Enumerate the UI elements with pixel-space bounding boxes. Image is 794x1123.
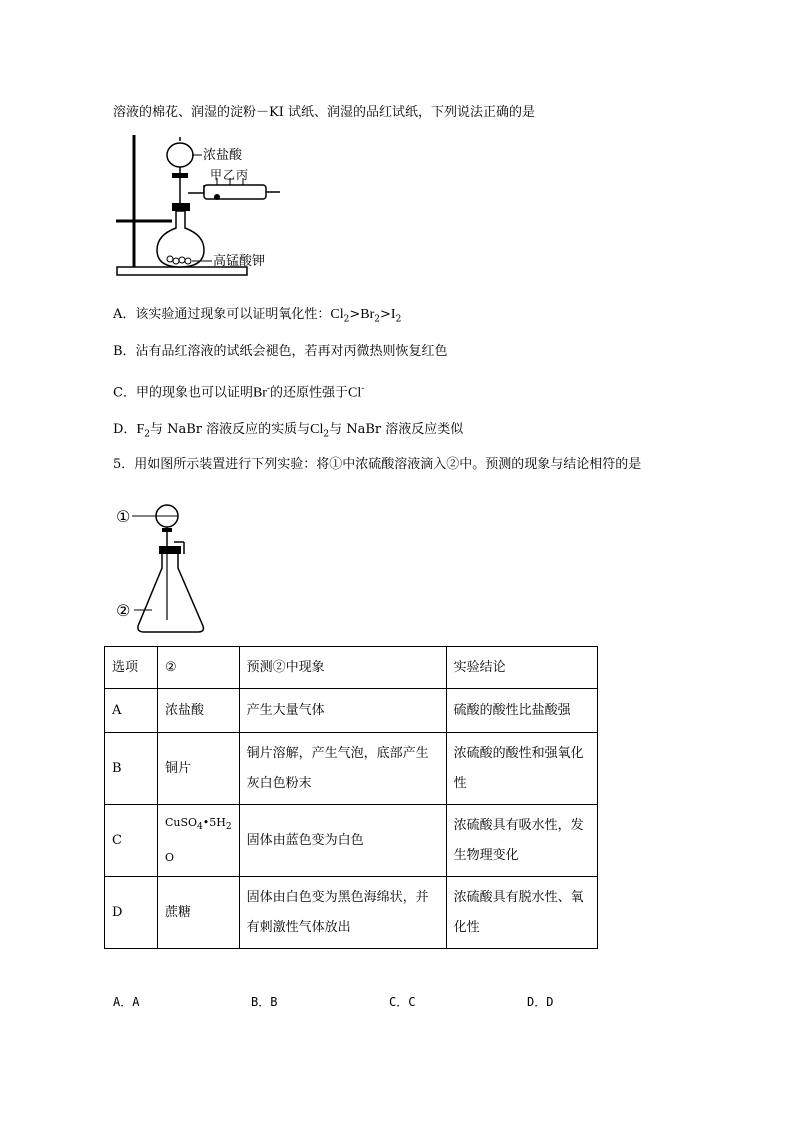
row-conclusion: 浓硫酸的酸性和强氧化性 bbox=[446, 733, 597, 805]
header-conclusion: 实验结论 bbox=[446, 647, 597, 689]
label-1: ① bbox=[116, 507, 131, 526]
row-phenomenon: 铜片溶解，产生气泡，底部产生灰白色粉末 bbox=[239, 733, 446, 805]
answer-choice-b: B．B bbox=[251, 995, 278, 1009]
question-intro-text: 溶液的棉花、润湿的淀粉－KI 试纸、润湿的品红试纸，下列说法正确的是 bbox=[113, 105, 535, 120]
row-phenomenon: 产生大量气体 bbox=[239, 689, 446, 733]
row-reagent: 铜片 bbox=[158, 733, 240, 805]
row-conclusion: 硫酸的酸性比盐酸强 bbox=[446, 689, 597, 733]
row-reagent: 蔗糖 bbox=[158, 877, 240, 949]
table-header-row bbox=[105, 647, 598, 689]
header-reagent: ② bbox=[158, 647, 240, 689]
option-c: C．甲的现象也可以证明Br-的还原性强于Cl- bbox=[113, 384, 365, 401]
erlenmeyer-apparatus-figure bbox=[112, 498, 212, 638]
row-phenomenon: 固体由蓝色变为白色 bbox=[239, 805, 446, 877]
label-2: ② bbox=[116, 601, 131, 620]
answer-choice-c: C．C bbox=[389, 995, 416, 1009]
table-row bbox=[105, 877, 598, 949]
header-phenomenon: 预测②中现象 bbox=[239, 647, 446, 689]
option-b: B．沾有品红溶液的试纸会褪色，若再对丙微热则恢复红色 bbox=[113, 344, 448, 359]
table-row bbox=[105, 733, 598, 805]
answer-choice-a: A．A bbox=[113, 995, 140, 1009]
header-option: 选项 bbox=[105, 647, 158, 689]
row-reagent: 浓盐酸 bbox=[158, 689, 240, 733]
chlorine-apparatus-figure bbox=[112, 133, 282, 283]
table-row bbox=[105, 805, 598, 877]
row-option: A bbox=[105, 689, 158, 733]
acid-label: 浓盐酸 bbox=[203, 148, 243, 163]
row-conclusion: 浓硫酸具有脱水性、氧化性 bbox=[446, 877, 597, 949]
row-option: B bbox=[105, 733, 158, 805]
row-option: D bbox=[105, 877, 158, 949]
row-phenomenon: 固体由白色变为黑色海绵状，并有刺激性气体放出 bbox=[239, 877, 446, 949]
tube-label-bing: 丙 bbox=[236, 168, 249, 182]
options-table bbox=[104, 646, 598, 949]
flask-label: 高锰酸钾 bbox=[213, 254, 266, 269]
row-option: C bbox=[105, 805, 158, 877]
tube-label-jia: 甲 bbox=[210, 168, 223, 182]
option-a: A．该实验通过现象可以证明氧化性：$Cl_2>Br_2>I_2$ bbox=[113, 307, 402, 325]
question-5-stem: 5．用如图所示装置进行下列实验：将①中浓硫酸溶液滴入②中。预测的现象与结论相符的是 bbox=[113, 457, 642, 472]
option-d: D．$F_2$与 NaBr 溶液反应的实质与$Cl_2$与 NaBr 溶液反应类似 bbox=[113, 422, 464, 440]
table-row bbox=[105, 689, 598, 733]
answer-choice-d: D．D bbox=[527, 995, 554, 1009]
row-conclusion: 浓硫酸具有吸水性，发生物理变化 bbox=[446, 805, 597, 877]
row-reagent: $CuSO_4•5H_2$ O bbox=[158, 805, 240, 877]
tube-label-yi: 乙 bbox=[223, 168, 236, 182]
